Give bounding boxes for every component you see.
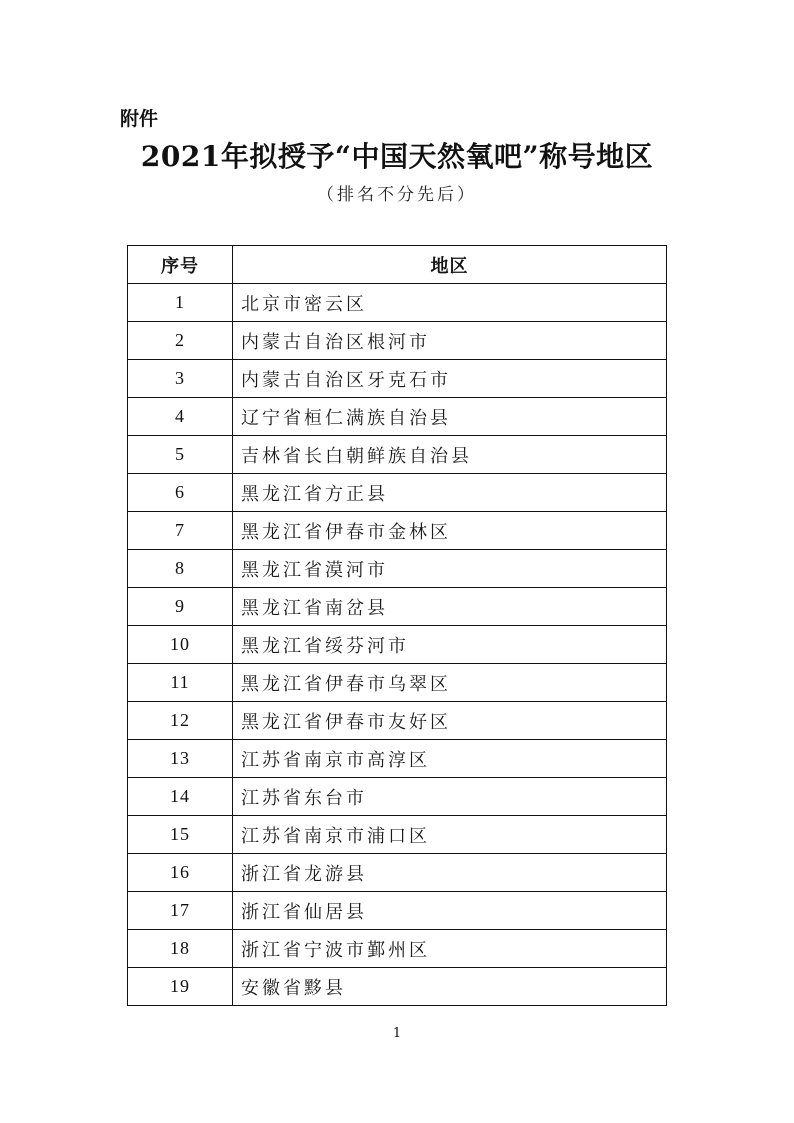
table-row xyxy=(128,588,667,626)
row-serial-number: 3 xyxy=(128,360,233,398)
page-number: 1 xyxy=(392,1026,402,1041)
row-region-name: 黑龙江省伊春市友好区 xyxy=(233,702,667,740)
row-region-name: 黑龙江省绥芬河市 xyxy=(233,626,667,664)
table-body xyxy=(128,284,667,1006)
row-region-name: 江苏省东台市 xyxy=(233,778,667,816)
row-region-name: 黑龙江省方正县 xyxy=(233,474,667,512)
row-serial-number: 19 xyxy=(128,968,233,1006)
table-row xyxy=(128,892,667,930)
row-region-name: 辽宁省桓仁满族自治县 xyxy=(233,398,667,436)
table-row xyxy=(128,702,667,740)
table-row xyxy=(128,816,667,854)
row-serial-number: 13 xyxy=(128,740,233,778)
row-region-name: 江苏省南京市浦口区 xyxy=(233,816,667,854)
row-region-name: 黑龙江省伊春市乌翠区 xyxy=(233,664,667,702)
header-region: 地区 xyxy=(233,246,667,284)
row-region-name: 安徽省黟县 xyxy=(233,968,667,1006)
row-region-name: 浙江省仙居县 xyxy=(233,892,667,930)
table-header-row xyxy=(128,246,667,284)
row-region-name: 黑龙江省漠河市 xyxy=(233,550,667,588)
row-serial-number: 18 xyxy=(128,930,233,968)
row-region-name: 江苏省南京市高淳区 xyxy=(233,740,667,778)
regions-table xyxy=(127,245,667,1006)
row-serial-number: 4 xyxy=(128,398,233,436)
row-serial-number: 11 xyxy=(128,664,233,702)
table-row xyxy=(128,550,667,588)
row-serial-number: 10 xyxy=(128,626,233,664)
row-serial-number: 17 xyxy=(128,892,233,930)
table-row xyxy=(128,512,667,550)
row-serial-number: 5 xyxy=(128,436,233,474)
row-region-name: 黑龙江省南岔县 xyxy=(233,588,667,626)
row-serial-number: 6 xyxy=(128,474,233,512)
table-row xyxy=(128,284,667,322)
row-region-name: 内蒙古自治区根河市 xyxy=(233,322,667,360)
row-region-name: 北京市密云区 xyxy=(233,284,667,322)
row-serial-number: 15 xyxy=(128,816,233,854)
table-row xyxy=(128,626,667,664)
table-row xyxy=(128,968,667,1006)
table-row xyxy=(128,474,667,512)
row-serial-number: 16 xyxy=(128,854,233,892)
row-region-name: 吉林省长白朝鲜族自治县 xyxy=(233,436,667,474)
row-serial-number: 1 xyxy=(128,284,233,322)
table-row xyxy=(128,854,667,892)
row-region-name: 黑龙江省伊春市金林区 xyxy=(233,512,667,550)
row-serial-number: 7 xyxy=(128,512,233,550)
row-serial-number: 12 xyxy=(128,702,233,740)
row-serial-number: 8 xyxy=(128,550,233,588)
table-row xyxy=(128,740,667,778)
row-serial-number: 14 xyxy=(128,778,233,816)
row-region-name: 浙江省龙游县 xyxy=(233,854,667,892)
table-row xyxy=(128,664,667,702)
row-serial-number: 2 xyxy=(128,322,233,360)
table-row xyxy=(128,360,667,398)
table-row xyxy=(128,322,667,360)
row-region-name: 内蒙古自治区牙克石市 xyxy=(233,360,667,398)
row-serial-number: 9 xyxy=(128,588,233,626)
row-region-name: 浙江省宁波市鄞州区 xyxy=(233,930,667,968)
document-subtitle: （排名不分先后） xyxy=(317,185,477,205)
table-row xyxy=(128,930,667,968)
attachment-label: 附件 xyxy=(120,108,159,130)
document-title: 2021年拟授予“中国天然氧吧”称号地区 xyxy=(140,140,654,173)
table-row xyxy=(128,398,667,436)
header-serial-number: 序号 xyxy=(128,246,233,284)
table-row xyxy=(128,778,667,816)
table-row xyxy=(128,436,667,474)
